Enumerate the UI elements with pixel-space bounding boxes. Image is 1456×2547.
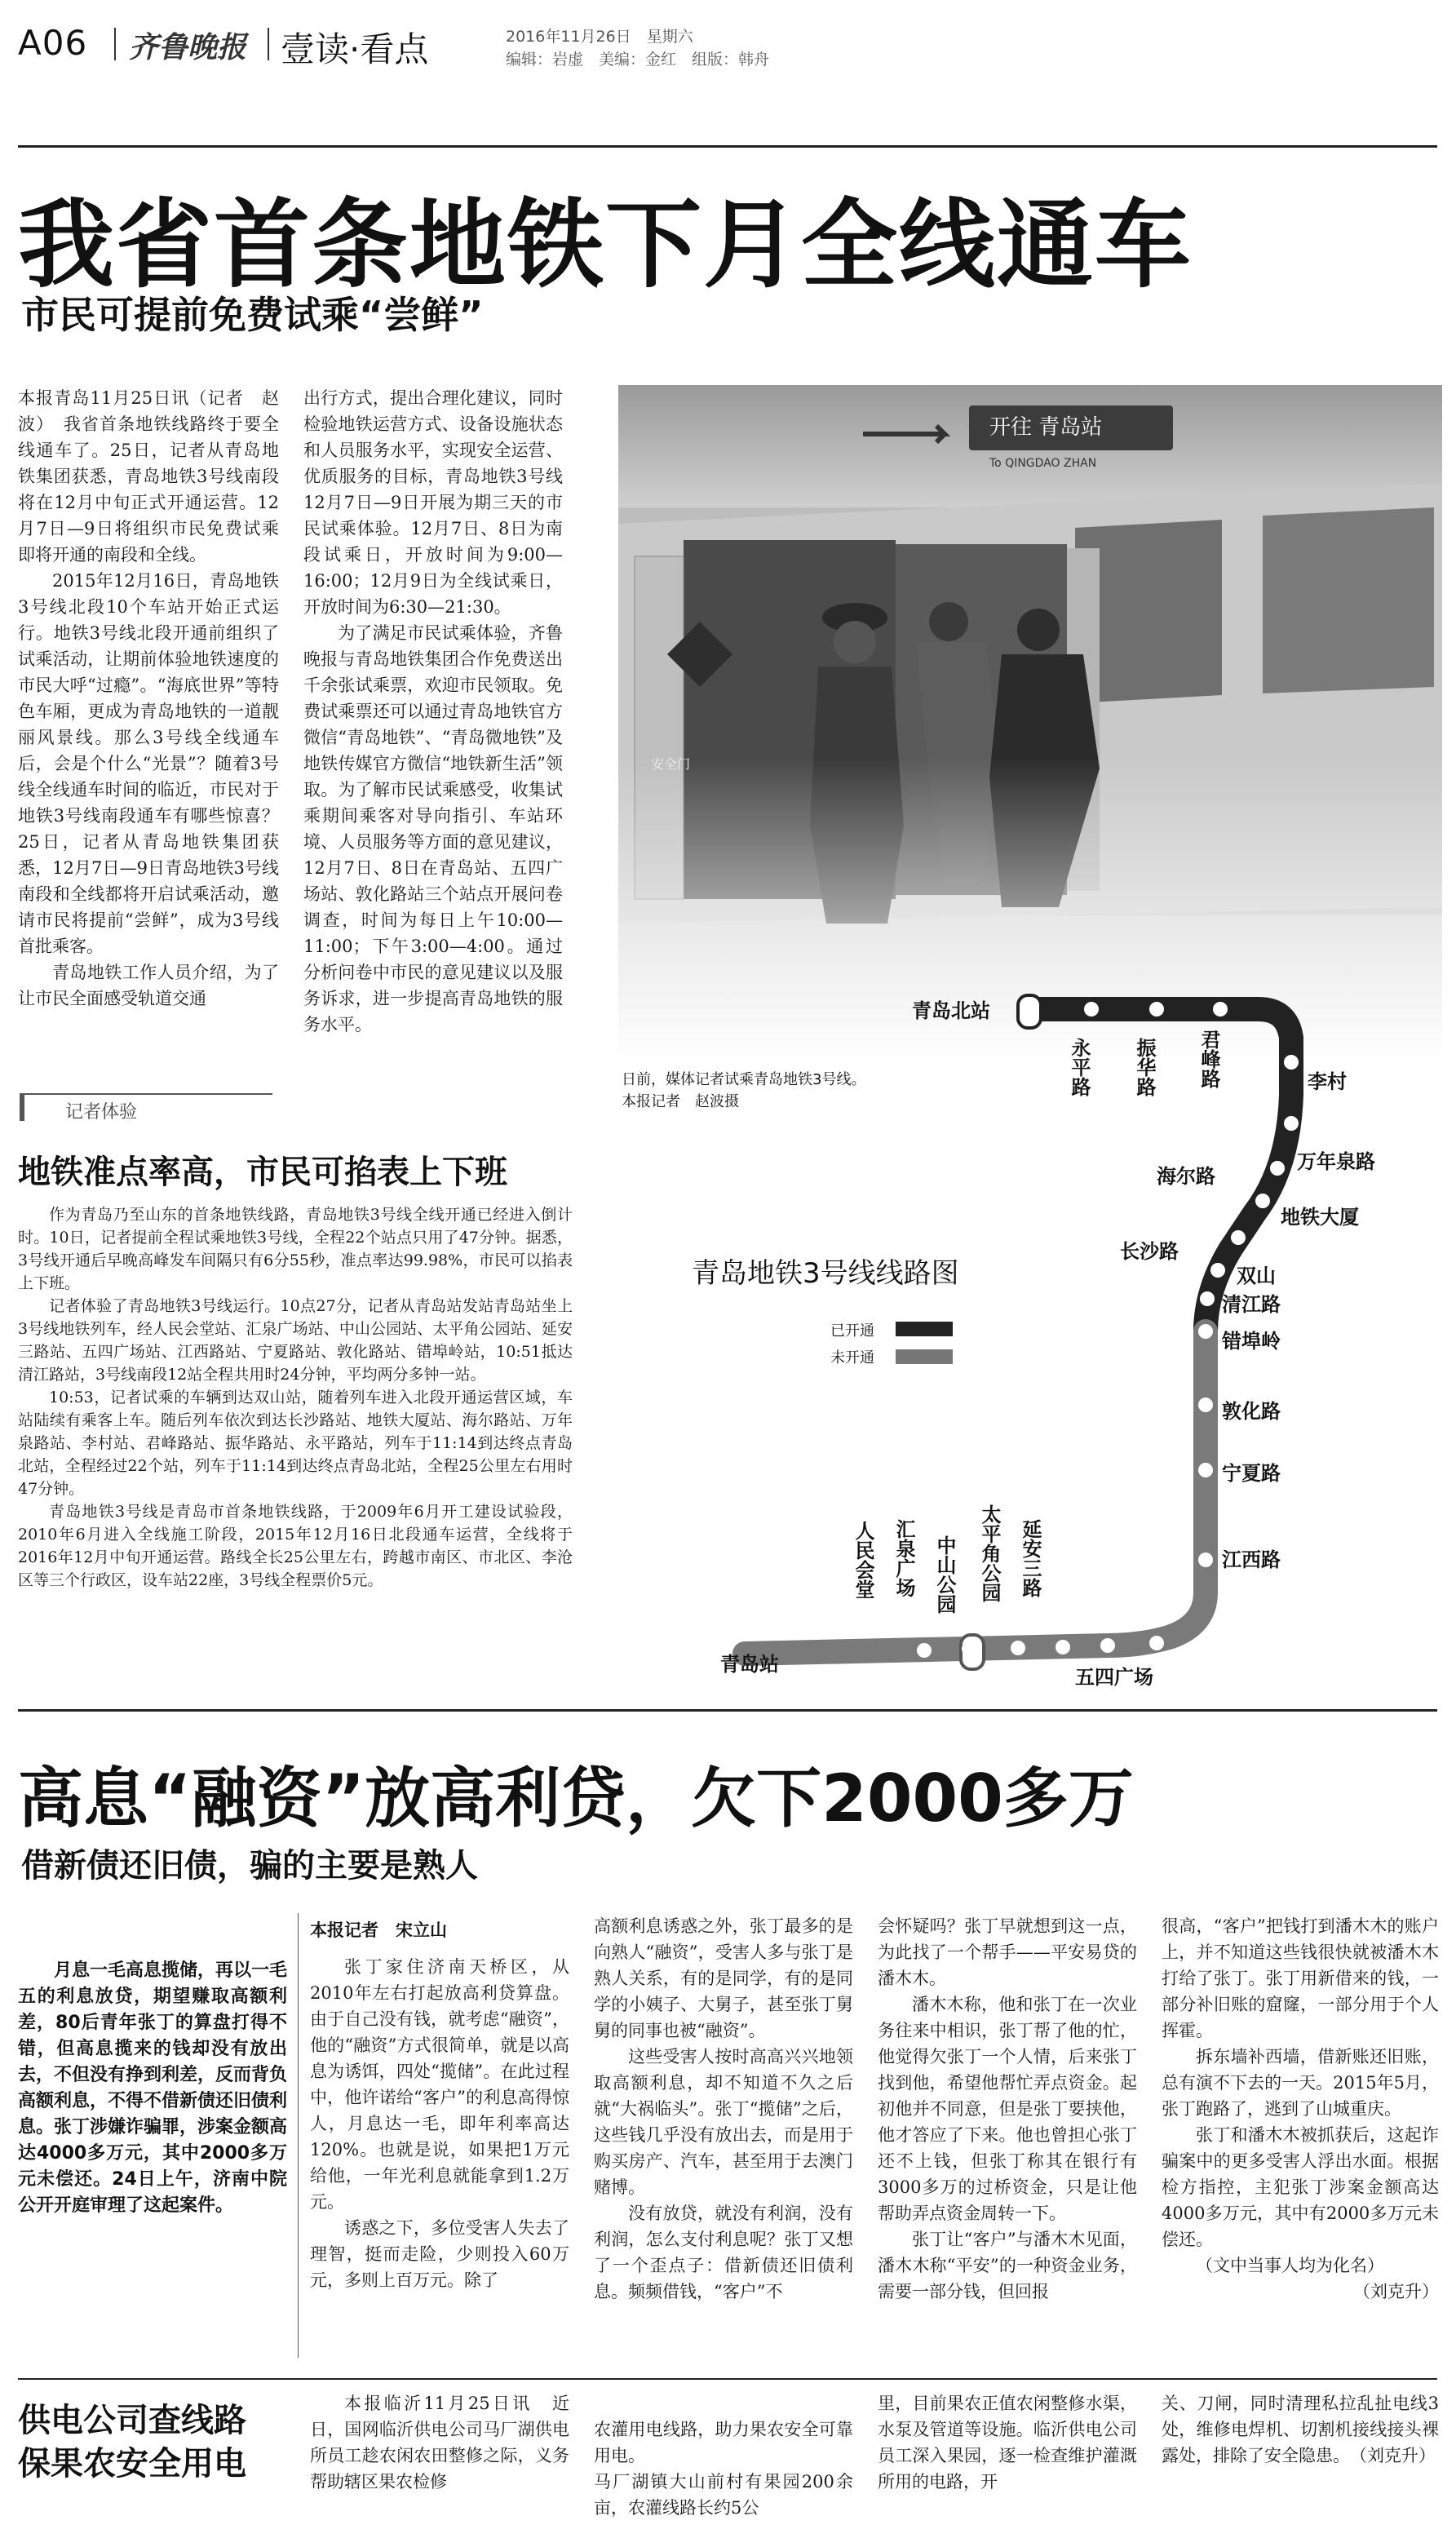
station-dot [1198,1398,1213,1412]
story2-para: 张丁家住济南天桥区，从2010年左右打起放高利贷算盘。由于自己没有钱，就考虑“融资”，他的“融资”方式很简单，就是以高息为诱饵，四处“揽储”。在此过程中，他许诺给“客户”的利息高得惊人，月息达一毛，即年利率高达120%。也就是说，如果把1万元给他，一年光利息就能拿到1.2万元。 [310,1957,569,2212]
station-label-qingjiang: 清江路 [1222,1293,1281,1316]
story1-headline: 我省首条地铁下月全线通车 [18,188,1193,301]
legend-unopen-label: 未开通 [830,1349,874,1367]
story3-column-4 [1162,2390,1439,2496]
story2-note: （文中当事人均为化名） [1196,2256,1384,2275]
station-label-yongping: 永平路 [1068,1038,1091,1096]
station-dot [1200,1291,1215,1306]
station-label-huiquan: 汇泉广场 [892,1519,915,1597]
story2-para: 张丁和潘木木被抓获后，这起诈骗案中的更多受害人浮出水面。根据检方指控，主犯张丁涉案金额高达4000多万元，其中有2000多万元未偿还。 [1162,2125,1439,2249]
story1-para: 本报青岛11月25日讯（记者 赵波） 我省首条地铁线路终于要全线通车了。25日，记者从青岛地铁集团获悉，青岛地铁3号线南段将在12月中旬正式开通运营。12月7日—9日将组织市民免费试乘即将开通的南段和全线。 [18,388,279,565]
sidebar-para: 青岛地铁3号线是青岛市首条地铁线路，于2009年6月开工建设试验段，2010年6月进入全线施工阶段，2015年12月16日北段通车运营，全线将于2016年12月中旬开通运营。路线全长25公里左右，跨越市南区、市北区、李沧区等三个行政区，设车站22座，3号线全程票价5元。 [18,1503,573,1589]
story2-column-1 [310,1954,569,2358]
map-title: 青岛地铁3号线线路图 [692,1257,959,1290]
story2-para: 诱惑之下，多位受害人失去了理智，挺而走险，少则投入60万元，多则上百万元。除了 [310,2218,569,2290]
story2-para: 会怀疑吗？张丁早就想到这一点，为此找了一个帮手——平安易贷的潘木木。 [878,1916,1137,1988]
station-dot [1149,1002,1164,1017]
masthead-divider-2 [268,28,269,60]
story3-headline-2: 保果农安全用电 [18,2445,246,2483]
story1-para: 为了满足市民试乘体验，齐鲁晚报与青岛地铁集团合作免费送出千余张试乘票，欢迎市民领取。免费试乘票还可以通过青岛地铁官方微信“青岛地铁”、“青岛微地铁”及地铁传媒官方微信“地铁新生活”领取。为了解市民试乘感受，收集试乘期间乘客对导向指引、车站环境、人员服务等方面的意见建议，12月7日、8日在青岛站、五四广场站、敦化路站三个站点开展问卷调查，时间为每日上午10:00—11:00；下午3:00—4:00。通过分析问卷中市民的意见建议以及服务诉求，进一步提高青岛地铁的服务水平。 [303,623,563,1034]
station-label-zhenhua: 振华路 [1133,1038,1156,1096]
story3-para: 本报临沂11月25日讯 近日，国网临沂供电公司马厂湖供电所员工趁农闲农田整修之际，义务帮助辖区果农检修 [310,2394,569,2492]
story2-column-3 [878,1913,1137,2358]
story1-para: 出行方式，提出合理化建议，同时检验地铁运营方式、设备设施状态和人员服务水平，实现安全运营、优质服务的目标，青岛地铁3号线12月7日—9日开展为期三天的市民试乘体验。12月7日、8日为南段试乘日，开放时间为9:00—16:00；12月9日为全线试乘日，开放时间为6:30—21:30。 [303,388,563,617]
station-label-taipingjiao: 太平角公园 [978,1504,1001,1602]
station-dot [1270,1161,1285,1176]
station-label-qingdaobei: 青岛北站 [912,999,990,1022]
story2-byline: 本报记者 宋立山 [310,1920,447,1940]
station-dot [1213,1002,1228,1017]
station-dot [1198,1463,1213,1477]
station-label-yanan3: 延安三路 [1019,1519,1042,1597]
story-divider [18,1709,1437,1712]
story2-para: 没有放贷，就没有利润，没有利润，怎么支付利息呢？张丁又想了一个歪点子：借新债还旧债利息。频频借钱，“客户”不 [594,2204,853,2301]
station-dot [1198,1324,1213,1339]
story2-para: 这些受害人按时高高兴兴地领取高额利息，却不知道不久之后就“大祸临头”。张丁“揽储”之后，这些钱几乎没有放出去，而是用于购买房产、汽车，甚至用于去澳门赌博。 [594,2047,853,2197]
sidebar-label-box [20,1093,272,1121]
station-label-zhongshan: 中山公园 [933,1535,956,1614]
story3-column-3 [878,2390,1137,2496]
station-label-dunhua: 敦化路 [1222,1400,1281,1423]
sidebar-para: 记者体验了青岛地铁3号线运行。10点27分，记者从青岛站发站青岛站坐上3号线地铁列车，经人民会堂站、汇泉广场站、中山公园站、太平角公园站、延安三路站、五四广场站、江西路站、宁夏路站、敦化路站、错埠岭站，10:51抵达清江路站，3号线南段12站全程共用时24分钟，平均两分多钟一站。 [18,1297,573,1384]
station-label-ditiedasha: 地铁大厦 [1281,1206,1359,1229]
story2-para: 高额利息诱惑之外，张丁最多的是向熟人“融资”，受害人多与张丁是熟人关系，有的是同学，有的是同学的小姨子、大舅子，甚至张丁舅舅的同事也被“融资”。 [594,1916,853,2040]
story3-para: 关、刀闸，同时清理私拉乱扯电线3处，维修电焊机、切割机接线接头裸露处，排除了安全隐患。 （刘克升） [1162,2394,1439,2465]
line3-south-segment [745,1331,1206,1654]
story2-para: 潘木木称，他和张丁在一次业务往来中相识，张丁帮了他的忙，他觉得欠张丁一个人情，后来张丁找到他，希望他帮忙弄点资金。起初他并不同意，但是张丁要挟他，他才答应了下来。他也曾担心张丁还不上钱，但张丁称其在银行有3000多万的过桥资金，只是让他帮助弄点资金周转一下。 [878,1995,1137,2223]
station-label-wannianquan: 万年泉路 [1297,1150,1375,1173]
station-label-qingdao: 青岛站 [720,1653,779,1676]
sidebar-label: 记者体验 [65,1102,138,1123]
station-dot [1231,1230,1246,1245]
station-terminal-north [1018,995,1041,1028]
station-dot [1084,1002,1099,1017]
station-dot [1149,1636,1164,1650]
photo-caption: 日前，媒体记者试乘青岛地铁3号线。 本报记者 赵波摄 [622,1071,866,1110]
story2-para: 很高，“客户”把钱打到潘木木的账户上，并不知道这些钱很快就被潘木木打给了张丁。张丁用新借来的钱，一部分补旧账的窟窿，一部分用于个人挥霍。 [1162,1916,1439,2040]
station-label-junfeng: 君峰路 [1197,1030,1220,1088]
story2-column-4 [1162,1913,1439,2358]
story2-column-2 [594,1913,853,2358]
issue-date: 2016年11月26日 星期六 [506,28,693,46]
legend-open-swatch [896,1322,953,1336]
metro-map [618,385,1442,1689]
station-dot [1198,1553,1213,1567]
story1-column-2 [303,385,563,1085]
legend-unopen-swatch [896,1349,953,1364]
station-dot [1284,1116,1299,1131]
station-label-jiangxi: 江西路 [1222,1548,1281,1571]
sidebar-headline: 地铁准点率高，市民可掐表上下班 [18,1154,507,1191]
page-number: A06 [18,23,88,63]
story2-para: 拆东墙补西墙，借新账还旧账，总有演不下去的一天。2015年5月，张丁跑路了，逃到了山城重庆。 [1162,2047,1439,2119]
station-label-wusi: 五四广场 [1075,1666,1153,1689]
sidebar-body [18,1203,573,1672]
story1-para: 青岛地铁工作人员介绍，为了让市民全面感受轨道交通 [18,963,279,1008]
masthead-divider [114,28,116,60]
station-label-licun: 李村 [1308,1070,1347,1093]
masthead-rule [18,145,1437,148]
station-dot [1011,1641,1025,1655]
station-dot [1255,1194,1270,1208]
legend-open-label: 已开通 [830,1322,874,1340]
station-dot [962,1641,976,1656]
lead-divider [298,1913,299,2358]
station-dot [1055,1640,1070,1654]
story3-para: 里，目前果农正值农闲整修水渠，水泵及管道等设施。临沂供电公司员工深入果园，逐一检查维护灌溉所用的电路，开 [878,2394,1137,2492]
editor-credits: 编辑：岩虚 美编：金红 组版：韩舟 [506,51,770,69]
sidebar-para: 10:53，记者试乘的车辆到达双山站，随着列车进入北段开通运营区域，车站陆续有乘客上车。随后列车依次到达长沙路站、地铁大厦站、海尔路站、万年泉路站、李村站、君峰路站、振华路站、永平路站，列车于11:14到达终点青岛北站，全程经过22个站，列车于11:14到达终点青岛北站，全程25公里左右用时47分钟。 [18,1389,573,1498]
story2-subhead: 借新债还旧债，骗的主要是熟人 [21,1847,478,1885]
station-label-changsha: 长沙路 [1120,1240,1179,1263]
story3-headline-1: 供电公司查线路 [18,2402,246,2439]
story3-column-1 [310,2390,569,2496]
story2-lead: 月息一毛高息揽储，再以一毛五的利息放贷，期望赚取高额利差，80后青年张丁的算盘打得不错，但高息揽来的钱却没有放出去，不但没有挣到利差，反而背负高额利息，不得不借新债还旧债利息。张丁涉嫌诈骗罪，涉案金额高达4000多万元，其中2000多万元未偿还。24日上午，济南中院公开开庭审理了这起案件。 [18,1960,288,2216]
story1-column-1 [18,385,279,1095]
station-label-shuangshan: 双山 [1237,1265,1276,1287]
sidebar-para: 作为青岛乃至山东的首条地铁线路，青岛地铁3号线全线开通已经进入倒计时。10日，记者提前全程试乘地铁3号线，全程22个站点只用了47分钟。据悉，3号线开通后早晚高峰发车间隔只有6分55秒，准点率达99.98%，市民可以掐表上下班。 [18,1206,573,1292]
story1-para: 2015年12月16日，青岛地铁3号线北段10个车站开始正式运行。地铁3号线北段开通前组织了试乘活动，让期前体验地铁速度的市民大呼“过瘾”。“海底世界”等特色车厢，更成为青岛地铁的一道靓丽风景线。那么3号线全线通车后，会是个什么“光景”？随着3号线全线通车时间的临近，市民对于地铁3号线南段通车有哪些惊喜？25日，记者从青岛地铁集团获悉，12月7日—9日青岛地铁3号线南段和全线都将开启试乘活动，邀请市民将提前“尝鲜”，成为3号线首批乘客。 [18,571,279,956]
station-label-haier: 海尔路 [1157,1165,1215,1188]
story-divider-2 [18,2378,1437,2380]
station-dot [917,1643,932,1658]
paper-logo: 齐鲁晚报 [129,30,247,64]
story1-subhead: 市民可提前免费试乘“尝鲜” [21,293,484,337]
station-dot [1284,1055,1299,1070]
station-dot [1210,1263,1225,1278]
section-name: 壹读·看点 [281,29,429,69]
story2-headline: 高息“融资”放高利贷，欠下2000多万 [18,1761,1134,1836]
station-label-ningxia: 宁夏路 [1222,1462,1281,1485]
station-label-cuobuling: 错埠岭 [1222,1330,1281,1353]
story2-credit: （刘克升） [1353,2282,1439,2301]
station-dot [1100,1638,1115,1653]
station-label-renminhuitang: 人民会堂 [852,1521,874,1599]
story3-column-2 [594,2390,853,2518]
story3-para: 农灌用电线路，助力果农安全可靠用电。 马厂湖镇大山前村有果园200余亩，农灌线路长约5公 [594,2420,853,2518]
story2-para: 张丁让“客户”与潘木木见面，潘木木称“平安”的一种资金业务，需要一部分钱，但回报 [878,2230,1137,2301]
